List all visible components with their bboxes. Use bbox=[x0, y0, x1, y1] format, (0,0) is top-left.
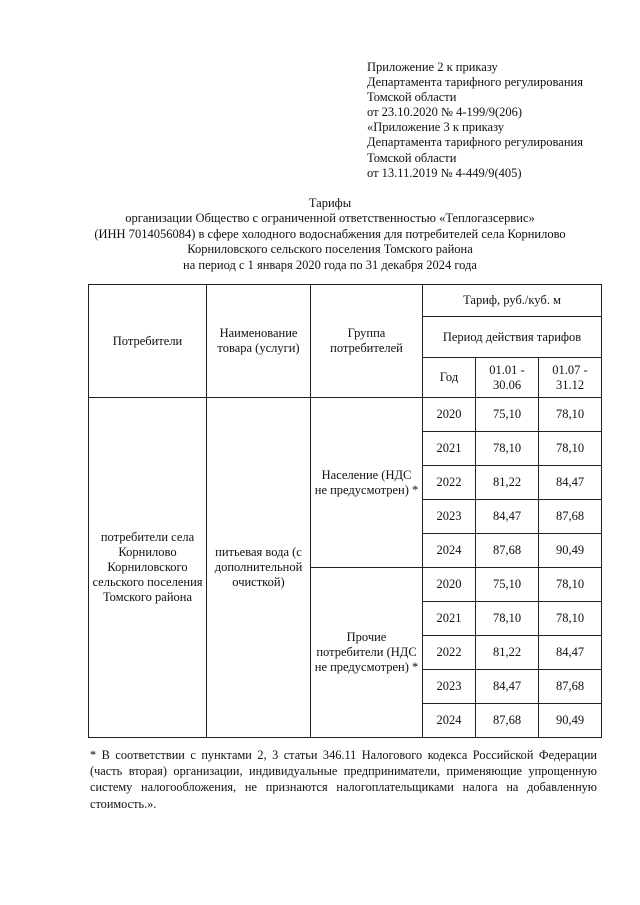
header-line: от 13.11.2019 № 4-449/9(405) bbox=[367, 165, 522, 180]
tariff-cell: 84,47 bbox=[476, 670, 539, 704]
year-cell: 2024 bbox=[423, 534, 476, 568]
appendix-header bbox=[367, 60, 627, 181]
year-cell: 2021 bbox=[423, 432, 476, 466]
tariff-cell: 81,22 bbox=[476, 636, 539, 670]
tariff-cell: 78,10 bbox=[539, 568, 602, 602]
tariff-cell: 75,10 bbox=[476, 568, 539, 602]
tariff-cell: 78,10 bbox=[476, 432, 539, 466]
tariff-cell: 87,68 bbox=[476, 534, 539, 568]
tariff-table bbox=[88, 284, 602, 738]
tariff-cell: 84,47 bbox=[476, 500, 539, 534]
header-goods: Наименование товара (услуги) bbox=[207, 285, 311, 398]
title-line: Корниловского сельского поселения Томского района bbox=[187, 242, 473, 257]
group-cell: Население (НДС не предусмотрен) * bbox=[311, 398, 423, 568]
header-period: Период действия тарифов bbox=[423, 317, 602, 358]
header-group: Группа потребителей bbox=[311, 285, 423, 398]
header-half1: 01.01 - 30.06 bbox=[476, 358, 539, 398]
year-cell: 2022 bbox=[423, 466, 476, 500]
header-line: Департамента тарифного регулирования bbox=[367, 135, 583, 150]
header-half2: 01.07 - 31.12 bbox=[539, 358, 602, 398]
footnote: * В соответствии с пунктами 2, 3 статьи 346.11 Налогового кодекса Российской Федерации (часть вторая) организации, индивидуальные предприниматели, применяющие упрощенную систему налогообложения, не признаются налогоплательщиками налога на добавленную стоимость.». bbox=[90, 748, 597, 811]
consumers-cell: потребители села Корнилово Корниловского сельского поселения Томского района bbox=[89, 398, 207, 738]
group-cell: Прочие потребители (НДС не предусмотрен) * bbox=[311, 568, 423, 738]
header-year: Год bbox=[423, 358, 476, 398]
header-line: Приложение 2 к приказу bbox=[367, 60, 498, 74]
year-cell: 2020 bbox=[423, 568, 476, 602]
tariff-cell: 78,10 bbox=[539, 432, 602, 466]
tariff-cell: 90,49 bbox=[539, 704, 602, 738]
year-cell: 2020 bbox=[423, 398, 476, 432]
title-line: Тарифы bbox=[308, 196, 352, 210]
tariff-cell: 78,10 bbox=[539, 602, 602, 636]
tariff-cell: 84,47 bbox=[539, 636, 602, 670]
year-cell: 2024 bbox=[423, 704, 476, 738]
header-line: Томской области bbox=[367, 150, 457, 165]
tariff-cell: 87,68 bbox=[476, 704, 539, 738]
header-line: Департамента тарифного регулирования bbox=[367, 75, 583, 90]
title-line: (ИНН 7014056084) в сфере холодного водоснабжения для потребителей села Корнилово bbox=[94, 226, 566, 241]
tariff-cell: 78,10 bbox=[476, 602, 539, 636]
year-cell: 2023 bbox=[423, 670, 476, 704]
document-title bbox=[80, 196, 580, 273]
tariff-cell: 87,68 bbox=[539, 670, 602, 704]
year-cell: 2022 bbox=[423, 636, 476, 670]
header-line: от 23.10.2020 № 4-199/9(206) bbox=[367, 105, 523, 120]
year-cell: 2023 bbox=[423, 500, 476, 534]
tariff-cell: 84,47 bbox=[539, 466, 602, 500]
tariff-cell: 90,49 bbox=[539, 534, 602, 568]
header-tariff: Тариф, руб./куб. м bbox=[423, 285, 602, 317]
title-line: организации Общество с ограниченной ответственностью «Теплогазсервис» bbox=[125, 211, 535, 226]
tariff-cell: 78,10 bbox=[539, 398, 602, 432]
tariff-cell: 75,10 bbox=[476, 398, 539, 432]
year-cell: 2021 bbox=[423, 602, 476, 636]
header-line: «Приложение 3 к приказу bbox=[367, 120, 505, 135]
tariff-cell: 81,22 bbox=[476, 466, 539, 500]
table-row bbox=[89, 398, 602, 432]
tariff-cell: 87,68 bbox=[539, 500, 602, 534]
header-line: Томской области bbox=[367, 90, 457, 105]
header-consumers: Потребители bbox=[89, 285, 207, 398]
title-line: на период с 1 января 2020 года по 31 декабря 2024 года bbox=[183, 257, 477, 272]
goods-cell: питьевая вода (с дополнительной очисткой) bbox=[207, 398, 311, 738]
